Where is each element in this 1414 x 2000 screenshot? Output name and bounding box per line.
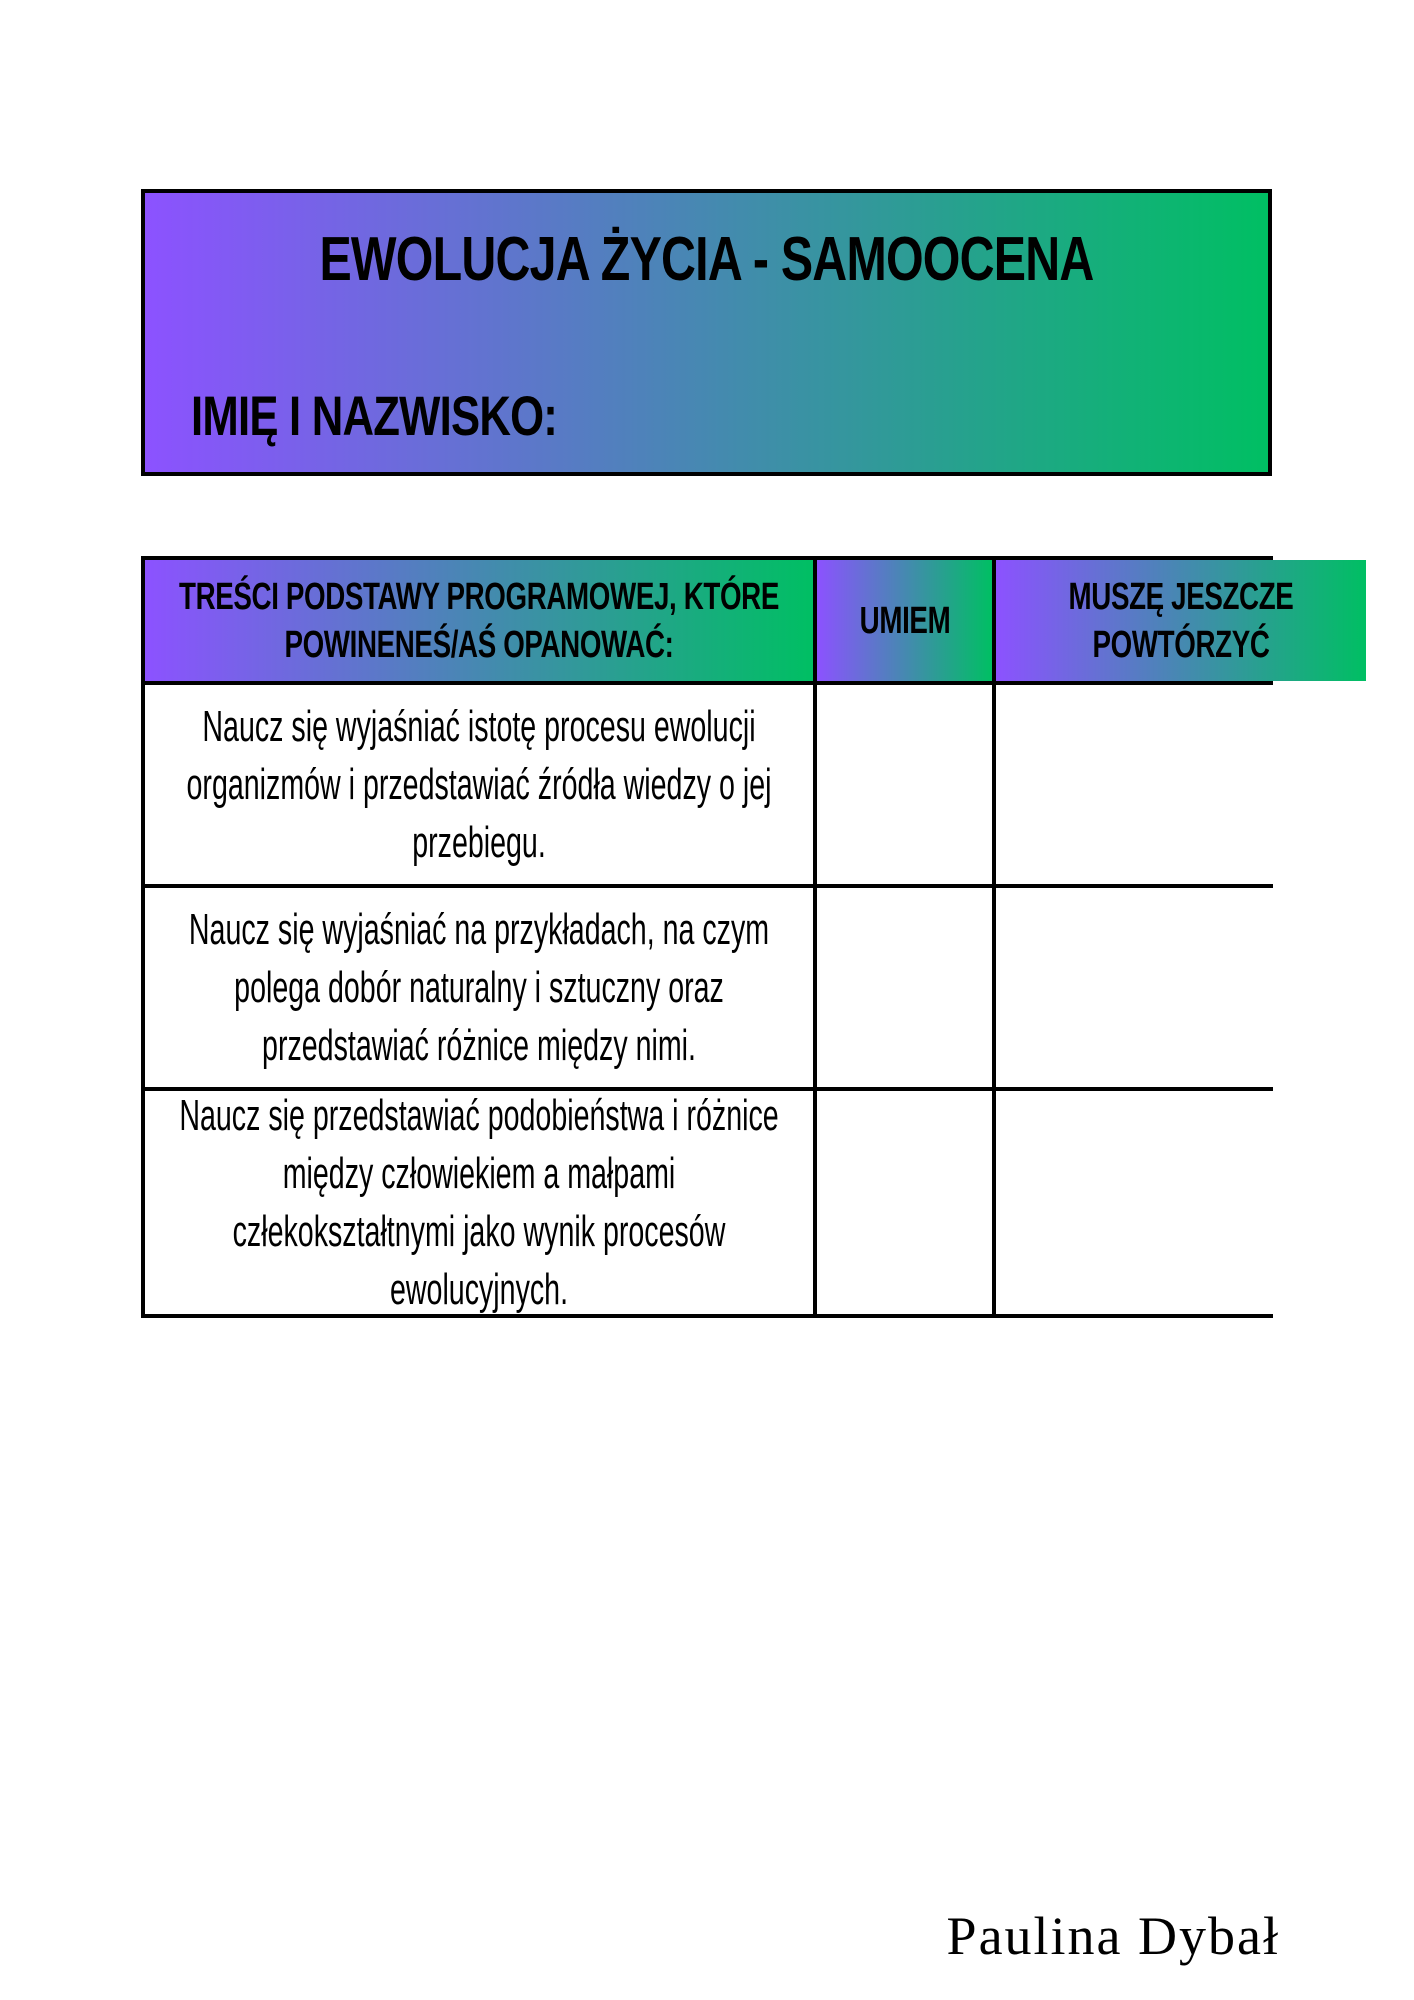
column-header-umiem: UMIEM [859,599,950,642]
title-banner [141,189,1272,476]
row-2-musze-powtorzyc-checkbox-cell[interactable] [996,888,1366,1087]
name-surname-label: IMIĘ I NAZWISKO: [191,384,558,447]
row-3-umiem-checkbox-cell[interactable] [817,1091,992,1314]
row-3-text: Naucz się przedstawiać podobieństwa i różnice między człowiekiem a małpami człekokształtnymi jako wynik procesów ewolucyjnych. [179,1090,779,1314]
row-2-umiem-checkbox-cell[interactable] [817,888,992,1087]
row-1-musze-powtorzyc-checkbox-cell[interactable] [996,685,1366,884]
table-row-2-content [145,888,813,1087]
row-1-text: Naucz się wyjaśniać istotę procesu ewolucji organizmów i przedstawiać źródła wiedzy o jej przebiegu. [186,701,772,867]
table-row-1-content [145,685,813,884]
page-title: EWOLUCJA ŻYCIA - SAMOOCENA [319,225,1094,294]
column-header-content: TREŚCI PODSTAWY PROGRAMOWEJ, KTÓRE POWINENEŚ/AŚ OPANOWAĆ: [179,575,779,666]
header-cell-umiem [817,560,992,681]
header-cell-content [145,560,813,681]
row-1-umiem-checkbox-cell[interactable] [817,685,992,884]
row-3-musze-powtorzyc-checkbox-cell[interactable] [996,1091,1366,1314]
row-2-text: Naucz się wyjaśniać na przykładach, na czym polega dobór naturalny i sztuczny oraz przedstawiać różnice między nimi. [188,904,770,1070]
self-assessment-table [141,556,1294,1318]
author-signature: Paulina Dybał [946,1906,1280,1966]
header-cell-musze-powtorzyc [996,560,1366,681]
table-row-3-content [145,1091,813,1314]
column-header-musze-powtorzyc: MUSZĘ JESZCZE POWTÓRZYĆ [1068,575,1294,666]
